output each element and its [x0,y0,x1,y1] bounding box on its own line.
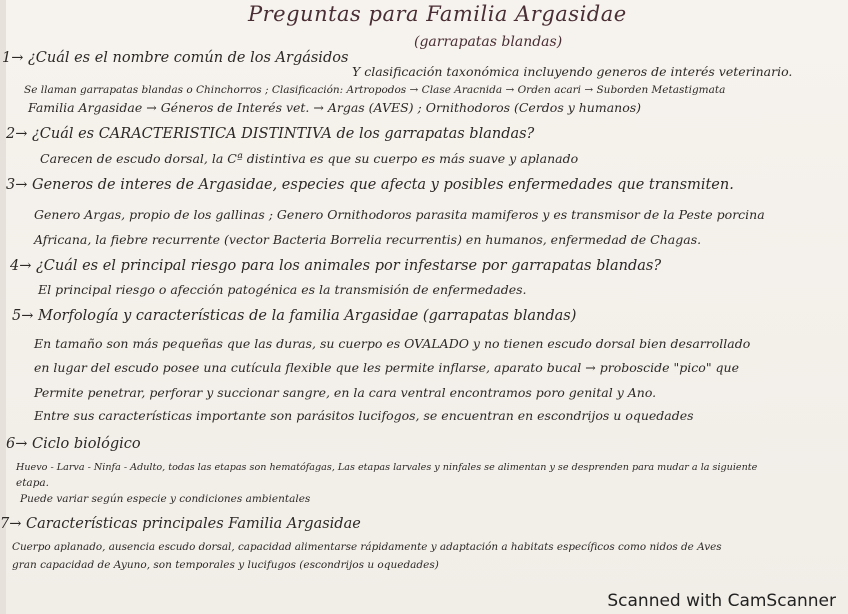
question-1: 1→ ¿Cuál es el nombre común de los Argásidos [2,50,349,66]
answer-6-line-1: Huevo - Larva - Ninfa - Adulto, todas las etapas son hematófagas, Las etapas larvales y ninfales se alimentan y se desprenden para mudar a la siguiente [16,462,758,473]
question-4: 4→ ¿Cuál es el principal riesgo para los animales por infestarse por garrapatas blandas? [10,258,662,274]
question-2: 2→ ¿Cuál es CARACTERISTICA DISTINTIVA de los garrapatas blandas? [6,126,535,142]
answer-6-line-3: Puede variar según especie y condiciones ambientales [20,493,311,505]
question-1-continued: Y clasificación taxonómica incluyendo generos de interés veterinario. [352,64,793,79]
answer-4: El principal riesgo o afección patogénica es la transmisión de enfermedades. [38,282,527,297]
question-3: 3→ Generos de interes de Argasidae, especies que afecta y posibles enfermedades que transmiten. [6,177,734,193]
question-7: 7→ Características principales Familia Argasidae [0,516,361,532]
answer-7-line-1: Cuerpo aplanado, ausencia escudo dorsal, capacidad alimentarse rápidamente y adaptación a habitats específicos como nidos de Aves [12,541,722,553]
answer-5-line-4: Entre sus características importante son parásitos lucifogos, se encuentran en escondrijos u oquedades [34,408,694,423]
answer-1-line-1: Se llaman garrapatas blandas o Chinchorros ; Clasificación: Artropodos → Clase Aracnida → Orden acari → Suborden Metastigmata [24,84,726,96]
answer-3-line-1: Genero Argas, propio de los gallinas ; Genero Ornithodoros parasita mamiferos y es transmisor de la Peste porcina [34,207,765,222]
answer-7-line-2: gran capacidad de Ayuno, son temporales y lucifugos (escondrijos u oquedades) [12,559,439,571]
answer-5-line-1: En tamaño son más pequeñas que las duras, su cuerpo es OVALADO y no tienen escudo dorsal bien desarrollado [34,336,751,351]
question-6: 6→ Ciclo biológico [6,436,141,452]
answer-3-line-2: Africana, la fiebre recurrente (vector Bacteria Borrelia recurrentis) en humanos, enfermedad de Chagas. [34,232,702,247]
answer-5-line-2: en lugar del escudo posee una cutícula flexible que les permite inflarse, aparato bucal → proboscide "pico" que [34,360,739,375]
page-title: Preguntas para Familia Argasidae [248,2,627,26]
answer-6-line-2: etapa. [16,477,50,489]
answer-1-line-2: Familia Argasidae → Géneros de Interés vet. → Argas (AVES) ; Ornithodoros (Cerdos y humanos) [28,100,642,115]
question-5: 5→ Morfología y características de la familia Argasidae (garrapatas blandas) [12,308,577,324]
answer-5-line-3: Permite penetrar, perforar y succionar sangre, en la cara ventral encontramos poro genital y Ano. [34,385,657,400]
camscanner-watermark: Scanned with CamScanner [607,591,836,611]
page-subtitle: (garrapatas blandas) [414,34,563,50]
answer-2: Carecen de escudo dorsal, la Cª distintiva es que su cuerpo es más suave y aplanado [40,151,579,166]
